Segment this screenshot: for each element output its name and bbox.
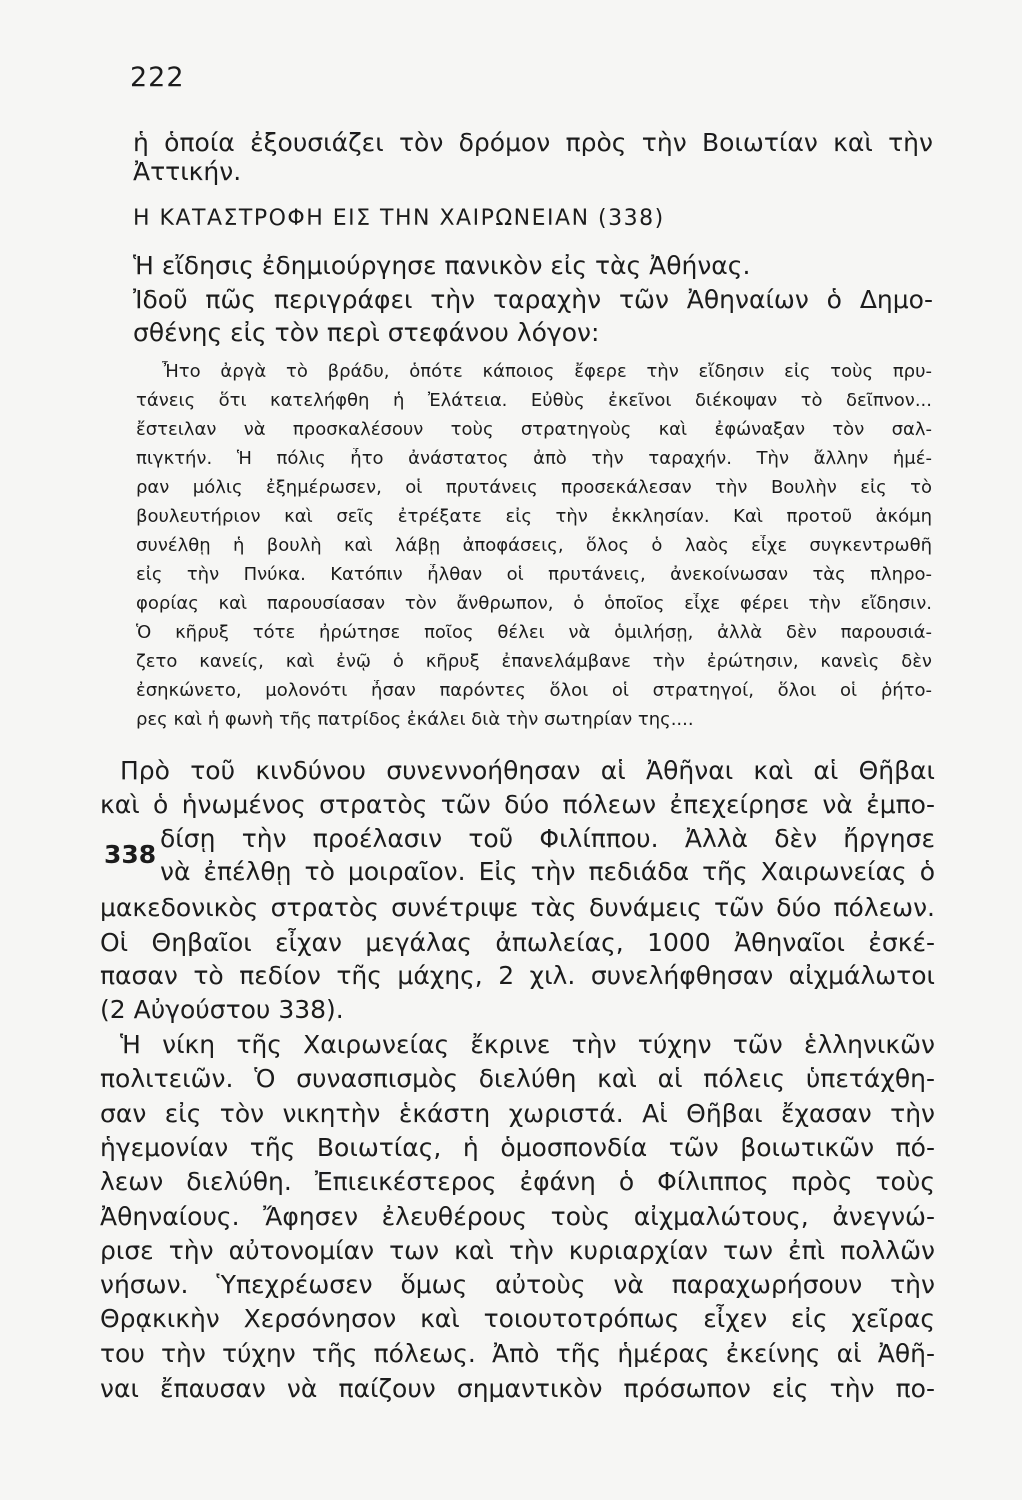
text-line: ἡγεμονίαν τῆς Βοιωτίας, ἡ ὁμοσπονδία τῶν βοιωτικῶν πό- xyxy=(100,1133,935,1162)
text-line: νήσων. Ὑπεχρέωσεν ὅμως αὐτοὺς νὰ παραχωρήσουν τὴν xyxy=(100,1270,935,1299)
text-line: σαν εἰς τὸν νικητὴν ἑκάστη χωριστά. Αἱ Θῆβαι ἔχασαν τὴν xyxy=(100,1099,935,1128)
quote-line: φορίας καὶ παρουσίασαν τὸν ἄνθρωπον, ὁ ὁποῖος εἶχε φέρει τὴν εἴδησιν. xyxy=(136,593,932,614)
quote-line: ἐσηκώνετο, μολονότι ἦσαν παρόντες ὅλοι οἱ στρατηγοί, ὅλοι οἱ ῥήτο- xyxy=(136,680,932,701)
margin-note: 338 xyxy=(104,840,157,869)
quote-line: πιγκτήν. Ἡ πόλις ἦτο ἀνάστατος ἀπὸ τὴν ταραχήν. Τὴν ἄλλην ἡμέ- xyxy=(136,448,932,469)
quote-line: Ἦτο ἀργὰ τὸ βράδυ, ὁπότε κάποιος ἔφερε τὴν εἴδησιν εἰς τοὺς πρυ- xyxy=(162,361,932,382)
text-line: δίσῃ τὴν προέλασιν τοῦ Φιλίππου. Ἀλλὰ δὲν ἤργησε xyxy=(160,824,935,853)
text-line: καὶ ὁ ἡνωμένος στρατὸς τῶν δύο πόλεων ἐπεχείρησε νὰ ἐμπο- xyxy=(100,790,935,819)
quote-line: ρες καὶ ἡ φωνὴ τῆς πατρίδος ἐκάλει διὰ τὴν σωτηρίαν της.... xyxy=(136,709,694,730)
intro-line: Ἀττικήν. xyxy=(133,157,242,186)
page-number: 222 xyxy=(130,62,185,93)
section-line: Ἰδοῦ πῶς περιγράφει τὴν ταραχὴν τῶν Ἀθηναίων ὁ Δημο- xyxy=(133,285,933,314)
text-line: Πρὸ τοῦ κινδύνου συνεννοήθησαν αἱ Ἀθῆναι καὶ αἱ Θῆβαι xyxy=(120,756,935,785)
text-line: ρισε τὴν αὐτονομίαν των καὶ τὴν κυριαρχίαν των ἐπὶ πολλῶν xyxy=(100,1236,935,1265)
text-line: (2 Αὐγούστου 338). xyxy=(100,995,344,1024)
intro-line: ἡ ὁποία ἐξουσιάζει τὸν δρόμον πρὸς τὴν Βοιωτίαν καὶ τὴν xyxy=(133,128,933,157)
quote-line: ἔστειλαν νὰ προσκαλέσουν τοὺς στρατηγοὺς καὶ ἐφώναξαν τὸν σαλ- xyxy=(136,419,932,440)
quote-line: Ὁ κῆρυξ τότε ἠρώτησε ποῖος θέλει νὰ ὁμιλήσῃ, ἀλλὰ δὲν παρουσιά- xyxy=(136,622,932,643)
text-line: του τὴν τύχην τῆς πόλεως. Ἀπὸ τῆς ἡμέρας ἐκείνης αἱ Ἀθῆ- xyxy=(100,1339,935,1368)
quote-line: ζετο κανείς, καὶ ἐνῷ ὁ κῆρυξ ἐπανελάμβανε τὴν ἐρώτησιν, κανεὶς δὲν xyxy=(136,651,932,672)
text-line: ναι ἔπαυσαν νὰ παίζουν σημαντικὸν πρόσωπον εἰς τὴν πο- xyxy=(100,1374,935,1403)
quote-line: τάνεις ὅτι κατελήφθη ἡ Ἐλάτεια. Εὐθὺς ἐκεῖνοι διέκοψαν τὸ δεῖπνον... xyxy=(136,390,932,411)
quote-line: ραν μόλις ἐξημέρωσεν, οἱ πρυτάνεις προσεκάλεσαν τὴν Βουλὴν εἰς τὸ xyxy=(136,477,932,498)
text-line: νὰ ἐπέλθῃ τὸ μοιραῖον. Εἰς τὴν πεδιάδα τῆς Χαιρωνείας ὁ xyxy=(160,857,935,886)
quote-line: συνέλθῃ ἡ βουλὴ καὶ λάβῃ ἀποφάσεις, ὅλος ὁ λαὸς εἶχε συγκεντρωθῆ xyxy=(136,535,932,556)
text-line: Οἱ Θηβαῖοι εἶχαν μεγάλας ἀπωλείας, 1000 Ἀθηναῖοι ἐσκέ- xyxy=(100,928,935,957)
quote-line: βουλευτήριον καὶ σεῖς ἐτρέξατε εἰς τὴν ἐκκλησίαν. Καὶ προτοῦ ἀκόμη xyxy=(136,506,932,527)
section-heading: Η ΚΑΤΑΣΤΡΟΦΗ ΕΙΣ ΤΗΝ ΧΑΙΡΩΝΕΙΑΝ (338) xyxy=(133,206,665,231)
text-line: πολιτειῶν. Ὁ συνασπισμὸς διελύθη καὶ αἱ πόλεις ὑπετάχθη- xyxy=(100,1064,935,1093)
text-line: πασαν τὸ πεδίον τῆς μάχης, 2 χιλ. συνελήφθησαν αἰχμάλωτοι xyxy=(100,961,935,990)
text-line: Θρᾳκικὴν Χερσόνησον καὶ τοιουτοτρόπως εἶχεν εἰς χεῖρας xyxy=(100,1304,935,1333)
text-line: Ἀθηναίους. Ἄφησεν ἐλευθέρους τοὺς αἰχμαλώτους, ἀνεγνώ- xyxy=(100,1202,935,1231)
text-line: Ἡ νίκη τῆς Χαιρωνείας ἔκρινε τὴν τύχην τῶν ἑλληνικῶν xyxy=(120,1030,935,1059)
section-line: Ἡ εἴδησις ἐδημιούργησε πανικὸν εἰς τὰς Ἀθήνας. xyxy=(133,251,751,280)
section-line: σθένης εἰς τὸν περὶ στεφάνου λόγον: xyxy=(133,318,600,347)
text-line: μακεδονικὸς στρατὸς συνέτριψε τὰς δυνάμεις τῶν δύο πόλεων. xyxy=(100,893,935,922)
text-line: λεων διελύθη. Ἐπιεικέστερος ἐφάνη ὁ Φίλιππος πρὸς τοὺς xyxy=(100,1167,935,1196)
quote-line: εἰς τὴν Πνύκα. Κατόπιν ἦλθαν οἱ πρυτάνεις, ἀνεκοίνωσαν τὰς πληρο- xyxy=(136,564,932,585)
